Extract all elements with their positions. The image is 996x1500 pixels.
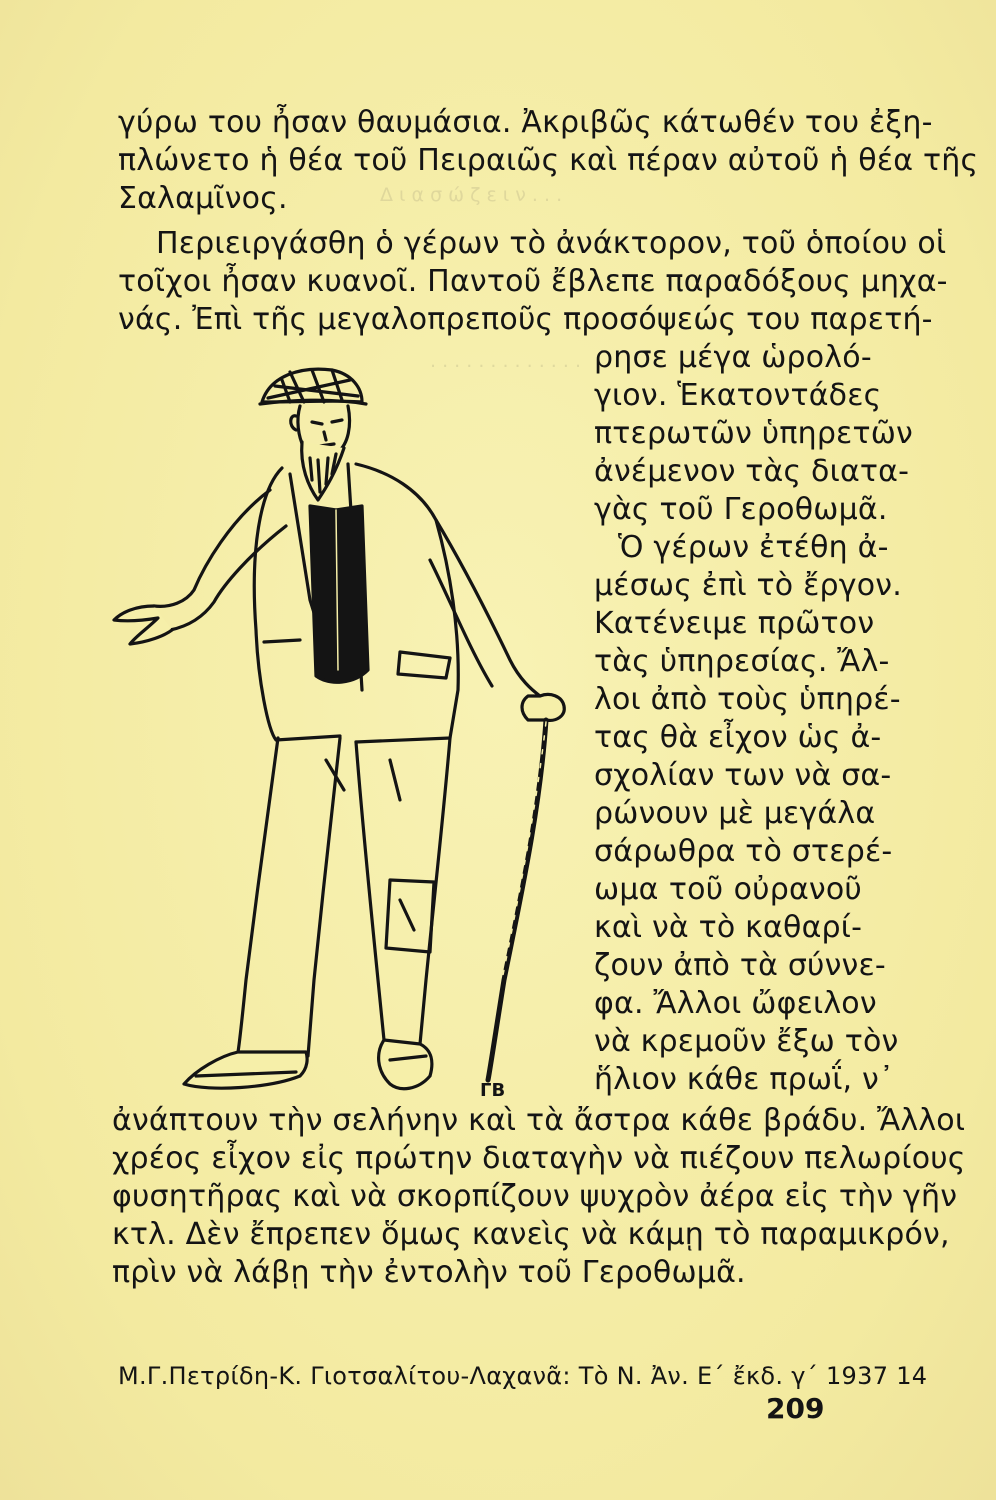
column-line: σάρωθρα τὸ στερέ-: [594, 834, 893, 869]
text-line: πρὶν νὰ λάβῃ τὴν ἐντολὴν τοῦ Γεροθωμᾶ.: [112, 1255, 746, 1290]
column-line: μέσως ἐπὶ τὸ ἔργον.: [594, 568, 902, 603]
text-line: τοῖχοι ἦσαν κυανοῖ. Παντοῦ ἔβλεπε παραδόξους μηχα-: [118, 264, 948, 299]
column-line: λοι ἀπὸ τοὺς ὑπηρέ-: [594, 682, 901, 717]
column-line: ἥλιον κάθε πρωΐ, ν᾿: [594, 1062, 895, 1097]
column-line: τας θὰ εἶχον ὡς ἀ-: [594, 720, 882, 755]
column-line: ἀνέμενον τὰς διατα-: [594, 454, 910, 489]
book-footer: Μ.Γ.Πετρίδη-Κ. Γιοτσαλίτου-Λαχανᾶ: Τὸ Ν. Ἀν. Ε΄ ἔκδ. γ΄ 1937 14: [118, 1362, 928, 1390]
show-through-text: Δ ι α σ ώ ζ ε ι ν . . .: [380, 184, 563, 206]
text-line: Περιειργάσθη ὁ γέρων τὸ ἀνάκτορον, τοῦ ὁποίου οἱ: [156, 226, 947, 261]
text-line: Σαλαμῖνος.: [118, 181, 288, 216]
text-line: κτλ. Δὲν ἔπρεπεν ὅμως κανεὶς νὰ κάμῃ τὸ παραμικρόν,: [112, 1217, 950, 1252]
column-line: νὰ κρεμοῦν ἔξω τὸν: [594, 1024, 899, 1059]
text-line: φυσητῆρας καὶ νὰ σκορπίζουν ψυχρὸν ἀέρα εἰς τὴν γῆν: [112, 1179, 958, 1214]
column-line: φα. Ἄλλοι ὤφειλον: [594, 986, 877, 1021]
column-line: καὶ νὰ τὸ καθαρί-: [594, 910, 863, 945]
column-line: ζουν ἀπὸ τὰ σύννε-: [594, 948, 886, 983]
column-line: ρησε μέγα ὡρολό-: [594, 340, 872, 375]
illustrator-mark: ΓΒ: [480, 1080, 506, 1101]
text-line: γύρω του ἦσαν θαυμάσια. Ἀκριβῶς κάτωθέν του ἐξη-: [118, 105, 933, 140]
text-line: ἀνάπτουν τὴν σελήνην καὶ τὰ ἄστρα κάθε βράδυ. Ἄλλοι: [112, 1103, 966, 1138]
column-line: γιον. Ἑκατοντάδες: [594, 378, 882, 413]
old-man-illustration: [100, 340, 570, 1100]
text-line: νάς. Ἐπὶ τῆς μεγαλοπρεποῦς προσόψεώς του παρετή-: [118, 302, 933, 337]
column-line: Ὁ γέρων ἐτέθη ἀ-: [618, 530, 889, 565]
column-line: πτερωτῶν ὑπηρετῶν: [594, 416, 914, 451]
text-line: χρέος εἶχον εἰς πρώτην διαταγὴν νὰ πιέζουν πελωρίους: [112, 1141, 966, 1176]
page-number: 209: [766, 1392, 825, 1425]
column-line: Κατένειμε πρῶτον: [594, 606, 875, 641]
column-line: σχολίαν των νὰ σα-: [594, 758, 892, 793]
column-line: τὰς ὑπηρεσίας. Ἄλ-: [594, 644, 890, 679]
show-through-text: . . . . . . . . . . . . .: [430, 350, 581, 372]
column-line: ρώνουν μὲ μεγάλα: [594, 796, 876, 831]
column-line: γὰς τοῦ Γεροθωμᾶ.: [594, 492, 888, 527]
text-line: πλώνετο ἡ θέα τοῦ Πειραιῶς καὶ πέραν αὐτοῦ ἡ θέα τῆς: [118, 143, 979, 178]
column-line: ωμα τοῦ οὐρανοῦ: [594, 872, 862, 907]
